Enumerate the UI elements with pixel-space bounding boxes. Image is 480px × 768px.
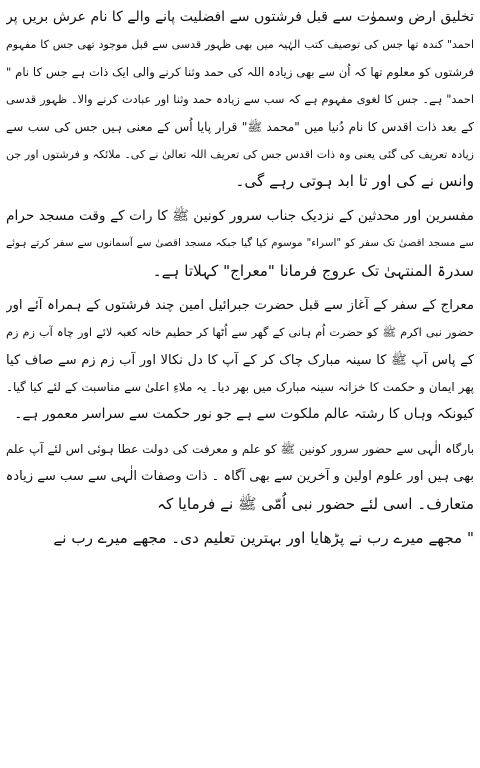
paragraph-isra bbox=[6, 203, 474, 285]
paragraph-quote bbox=[6, 525, 474, 552]
paragraph-spacer bbox=[6, 285, 474, 292]
text-line: مفسرین اور محدثین کے نزدیک جناب سرور کونین ﷺ کا رات کے وقت مسجد حرام bbox=[6, 207, 474, 224]
text-line: سے مسجد اقصیٰ تک سفر کو "اسراء" موسوم کیا گیا جبکہ مسجد اقصیٰ سے آسمانوں سے سفر کرتے ہوئے bbox=[6, 237, 474, 250]
text-line: وانس نے کی اور تا ابد ہوتی رہے گی۔ bbox=[235, 172, 474, 191]
text-line: زیادہ تعریف کی گئی یعنی وہ ذات اقدس جس کی تعریف اللہ تعالیٰ نے کی۔ ملائکہ و فرشتوں اور جن bbox=[6, 147, 474, 161]
text-line: کیونکہ وہاں کا رشتہ عالم ملکوت سے ہے جو نور حکمت سے سراسر معمور ہے۔ bbox=[14, 406, 474, 423]
text-line: سدرۃ المنتہیٰ تک عروج فرمانا "معراج" کہلاتا ہے۔ bbox=[152, 261, 474, 280]
text-line: پھر ایمان و حکمت کا خزانہ سینہ مبارک میں بھر دیا۔ یہ ملاءِ اعلیٰ سے مناسبت کے لئے کیا گیا۔ bbox=[6, 380, 474, 395]
text-line: بھی ہیں اور علوم اولین و آخرین سے بھی آگاہ ۔ ذات وصفات الٰہی سے سب سے زیادہ bbox=[6, 469, 474, 485]
quote-line: " مجھے میرے رب نے پڑھایا اور بہترین تعلیم دی۔ مجھے میرے رب نے bbox=[53, 529, 474, 548]
paragraph-miraj-journey bbox=[6, 292, 474, 429]
text-line: حضور نبی اکرم ﷺ کو حضرت اُم ہانی کے گھر سے اُٹھا کر حطیم خانہ کعبہ لائے اور چاہ آب زم زم bbox=[6, 326, 474, 340]
text-line: فرشتوں کو معلوم تھا کہ اُن سے بھی زیادہ اللہ کی حمد وثنا کرنے والی ایک ذات ہے جس کا نام " bbox=[6, 64, 474, 79]
text-line: تخلیق ارض وسموٰت سے قبل فرشتوں سے افضلیت پانے والے کا نام عرش بریں پر bbox=[6, 9, 474, 25]
paragraph-creation bbox=[6, 4, 474, 196]
text-line: معراج کے سفر کے آغاز سے قبل حضرت جبرائیل امین چند فرشتوں کے ہمراہ آئے اور bbox=[6, 297, 474, 313]
paragraph-spacer bbox=[6, 518, 474, 525]
paragraph-spacer bbox=[6, 429, 474, 436]
text-line: متعارف۔ اسی لئے حضور نبی اُمّی ﷺ نے فرمایا کہ bbox=[157, 494, 474, 513]
text-line: بارگاہ الٰہی سے حضور سرور کونین ﷺ کو علم و معرفت کی دولت عطا ہوئی اس لئے آپ علم bbox=[6, 441, 474, 456]
paragraph-spacer bbox=[6, 196, 474, 203]
text-line: احمد" کندہ تھا جس کی توصیف کتب الہٰیہ میں بھی ظہور قدسی سے قبل موجود تھی جس کا مفہوم bbox=[6, 38, 474, 52]
paragraph-knowledge bbox=[6, 436, 474, 518]
text-line: احمد" ہے۔ جس کا لغوی مفہوم ہے کہ سب سے زیادہ حمد وثنا اور عبادت کرنے والا۔ ظہور قدسی bbox=[6, 93, 474, 107]
text-line: کے بعد ذات اقدس کا نام دُنیا میں "محمد ﷺ" قرار پایا اُس کے معنی ہیں جس کی سب سے bbox=[6, 119, 474, 134]
text-line: کے پاس آپ ﷺ کا سینہ مبارک چاک کر کے آپ کا دل نکالا اور آب زم زم سے صاف کیا bbox=[6, 352, 474, 368]
